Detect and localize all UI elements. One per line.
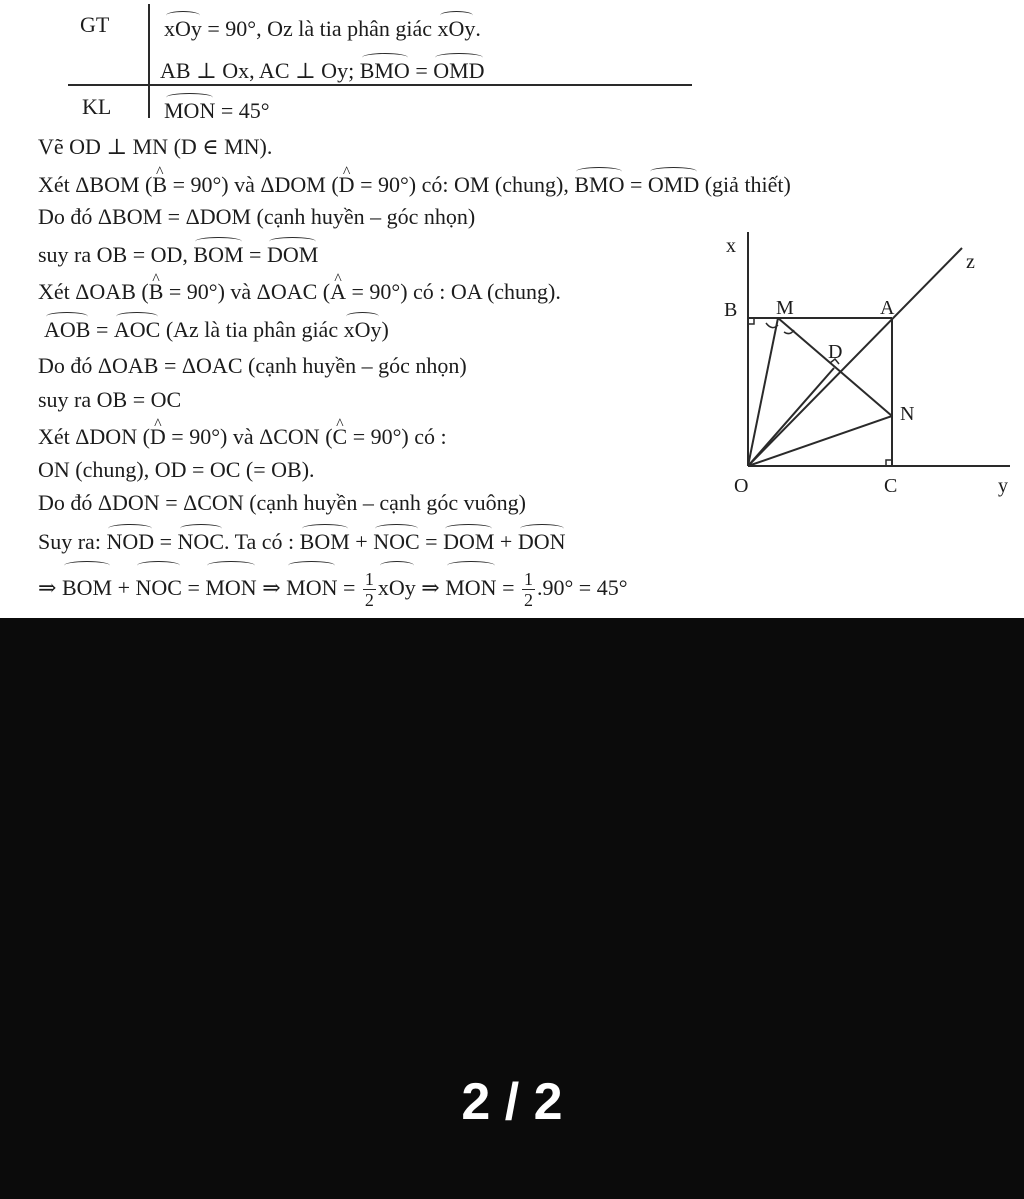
label-n: N bbox=[900, 403, 915, 425]
proof-line-6: AOB = AOC (Az là tia phân giác xOy) bbox=[44, 317, 389, 342]
label-b: B bbox=[724, 299, 738, 321]
proof-line-10: ON (chung), OD = OC (= OB). bbox=[38, 457, 315, 482]
label-c: C bbox=[884, 475, 898, 497]
kl-label: KL bbox=[82, 94, 112, 119]
label-x: x bbox=[726, 235, 736, 257]
table-divider-horizontal bbox=[68, 84, 692, 86]
proof-line-4: suy ra OB = OD, BOM = DOM bbox=[38, 242, 319, 267]
gt-line-1: xOy = 90°, Oz là tia phân giác xOy. bbox=[164, 16, 481, 41]
fraction-one-half-2: $\frac{1}{2}$ bbox=[524, 569, 533, 611]
geometry-figure bbox=[700, 220, 1024, 510]
page-counter: 2 / 2 bbox=[461, 1073, 563, 1131]
table-divider-vertical bbox=[148, 4, 150, 118]
label-y: y bbox=[998, 475, 1008, 497]
proof-line-11: Do đó ΔDON = ΔCON (cạnh huyền – cạnh góc vuông) bbox=[38, 490, 526, 515]
proof-line-7: Do đó ΔOAB = ΔOAC (cạnh huyền – góc nhọn) bbox=[38, 353, 467, 378]
label-m: M bbox=[776, 297, 794, 319]
label-a: A bbox=[880, 297, 895, 319]
proof-line-12: Suy ra: NOD = NOC. Ta có : BOM + NOC = DOM + DON bbox=[38, 529, 566, 554]
proof-line-8: suy ra OB = OC bbox=[38, 387, 182, 412]
proof-line-5: Xét ΔOAB (^ B = 90°) và ΔOAC (^ A = 90°) có : OA (chung). bbox=[38, 279, 561, 305]
segment-mn bbox=[778, 318, 892, 416]
kl-line: MON = 45° bbox=[164, 98, 270, 123]
fraction-one-half: $\frac{1}{2}$ bbox=[364, 569, 374, 611]
proof-line-9: Xét ΔDON (^ D = 90°) và ΔCON (^ C = 90°) có : bbox=[38, 424, 447, 450]
gt-line-2: AB ⊥ Ox, AC ⊥ Oy; BMO = OMD bbox=[160, 58, 485, 83]
label-z: z bbox=[966, 251, 975, 273]
proof-line-1: Vẽ OD ⊥ MN (D ∈ MN). bbox=[38, 134, 273, 159]
proof-line-13: ⇒ BOM + NOC = MON ⇒ MON = $\frac{1}{2}$ xOy ⇒ MON = $\frac{1}{2}$ .90° = 45° bbox=[38, 564, 628, 610]
label-o: O bbox=[734, 475, 749, 497]
bisector-oz bbox=[748, 248, 962, 466]
gt-label: GT bbox=[80, 12, 110, 37]
proof-line-2: Xét ΔBOM (^ B = 90°) và ΔDOM (^ D = 90°) có: OM (chung), BMO = OMD (giả thiết) bbox=[38, 170, 791, 198]
label-d: D bbox=[828, 341, 843, 363]
segment-om bbox=[748, 318, 778, 466]
proof-line-3: Do đó ΔBOM = ΔDOM (cạnh huyền – góc nhọn) bbox=[38, 204, 476, 229]
